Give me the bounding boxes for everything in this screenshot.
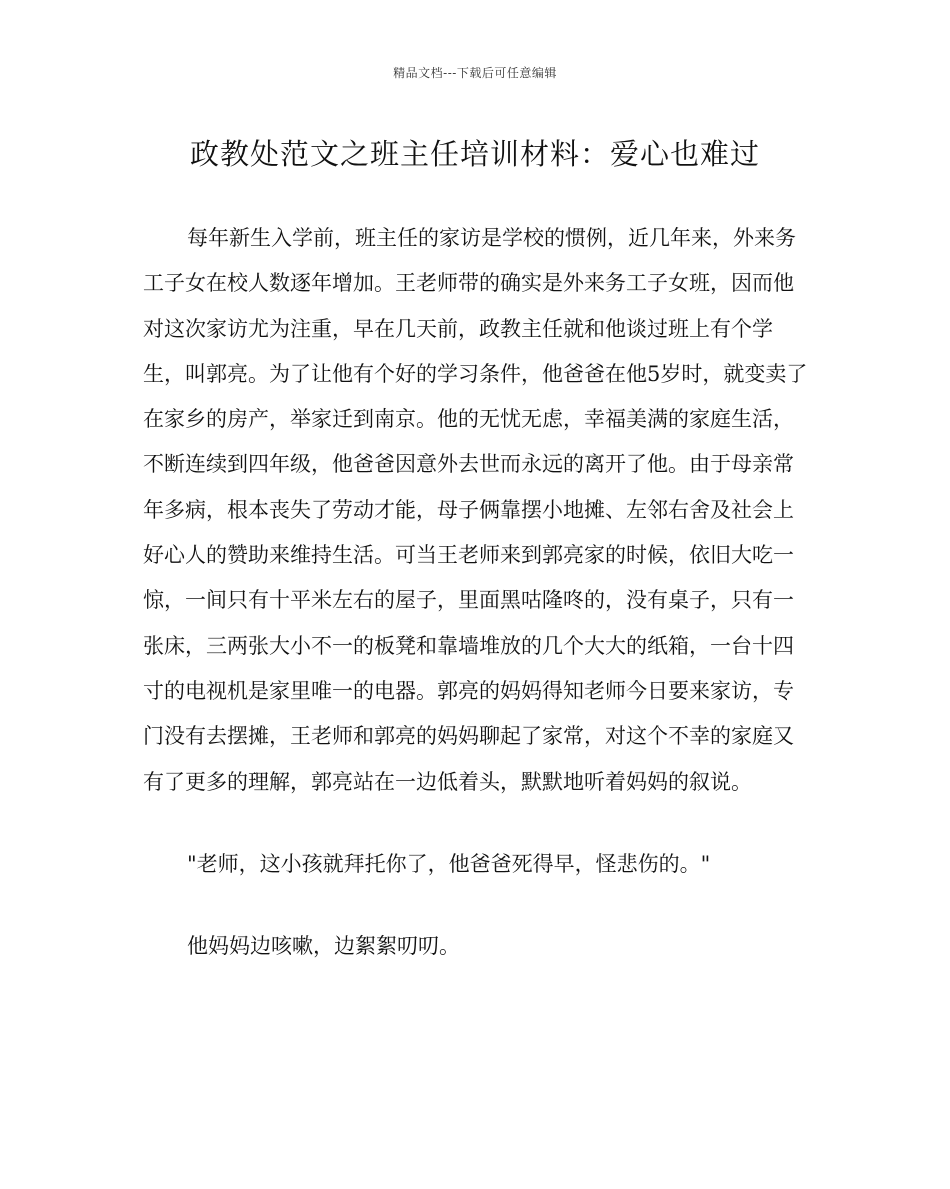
paragraph-mother-coughing: 他妈妈边咳嗽，边絮絮叨叨。 [187, 934, 460, 959]
header-note: 精品文档---下载后可任意编辑 [393, 66, 557, 80]
paragraph-mother-quote: "老师，这小孩就拜托你了，他爸爸死得早，怪悲伤的。" [187, 851, 711, 876]
document-title: 政教处范文之班主任培训材料：爱心也难过 [189, 137, 760, 171]
document-body [143, 216, 808, 969]
paragraph-home-visit: 每年新生入学前，班主任的家访是学校的惯例，近几年来，外来务工子女在校人数逐年增加。王老师带的确实是外来务工子女班，因而他对这次家访尤为注重，早在几天前，政教主任就和他谈过班上有个学生，叫郭亮。为了让他有个好的学习条件，他爸爸在他5岁时，就变卖了在家乡的房产，举家迁到南京。他的无忧无虑，幸福美满的家庭生活，不断连续到四年级，他爸爸因意外去世而永远的离开了他。由于母亲常年多病，根本丧失了劳动才能，母子俩靠摆小地摊、左邻右舍及社会上好心人的赞助来维持生活。可当王老师来到郭亮家的时候，依旧大吃一惊，一间只有十平米左右的屋子，里面黑咕隆咚的，没有桌子，只有一张床，三两张大小不一的板凳和靠墙堆放的几个大大的纸箱，一台十四寸的电视机是家里唯一的电器。郭亮的妈妈得知老师今日要来家访，专门没有去摆摊，王老师和郭亮的妈妈聊起了家常，对这个不幸的家庭又有了更多的理解，郭亮站在一边低着头，默默地听着妈妈的叙说。 [143, 226, 808, 794]
